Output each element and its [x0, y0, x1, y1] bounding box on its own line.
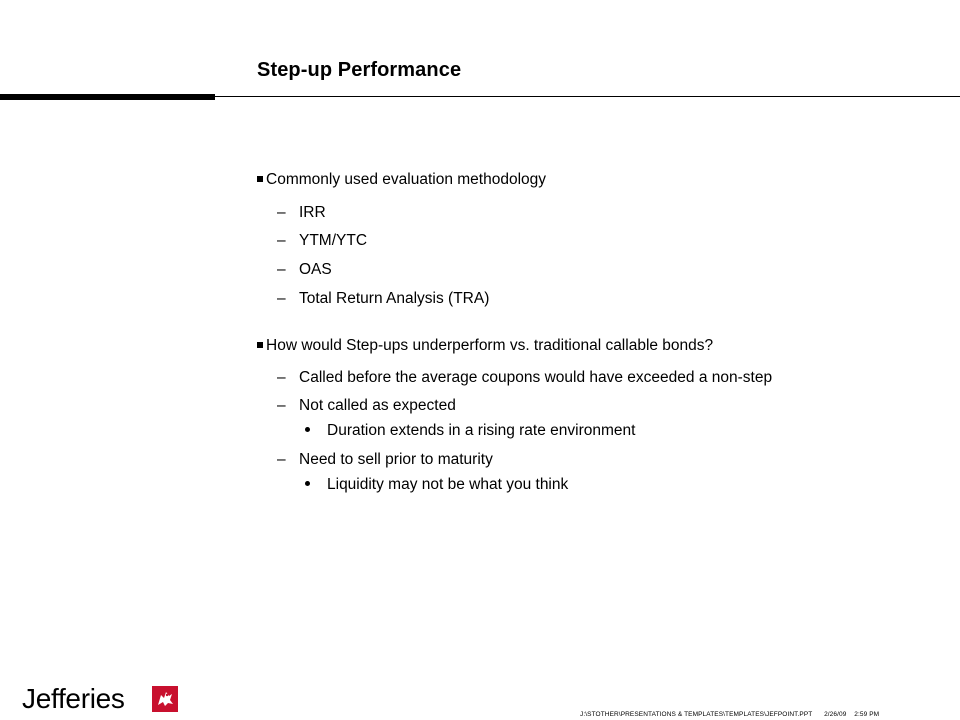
- title-rule-thin: [215, 96, 960, 97]
- footer-date: 2/26/09: [824, 711, 847, 718]
- jefferies-lion-icon: [152, 686, 178, 712]
- bullet-underperform-question: How would Step-ups underperform vs. traditional callable bonds?: [257, 337, 713, 355]
- sub-item-oas: – OAS: [277, 261, 332, 278]
- footer-time: 2:59 PM: [854, 711, 880, 718]
- sub-item-need-to-sell: – Need to sell prior to maturity: [277, 451, 493, 468]
- round-bullet-icon: [305, 481, 310, 486]
- footer-file-info: [580, 711, 879, 718]
- dash-bullet: –: [277, 232, 286, 249]
- sub-item-ytm: – YTM/YTC: [277, 232, 368, 249]
- sub-sub-item-duration: Duration extends in a rising rate environment: [305, 422, 635, 440]
- round-bullet-icon: [305, 427, 310, 432]
- dash-bullet: –: [277, 369, 286, 386]
- dash-bullet: –: [277, 451, 286, 468]
- sub-item-irr: – IRR: [277, 204, 326, 221]
- bullet-evaluation-methodology: Commonly used evaluation methodology: [257, 171, 546, 189]
- sub-item-tra: – Total Return Analysis (TRA): [277, 290, 490, 307]
- title-rule-thick: [0, 94, 215, 100]
- square-bullet-icon: [257, 342, 263, 348]
- footer-file-path: J:\STOTHER\PRESENTATIONS & TEMPLATES\TEMPLATES\JEFPOINT.PPT: [580, 711, 813, 718]
- sub-item-called-before: – Called before the average coupons would have exceeded a non-step: [277, 369, 773, 386]
- dash-bullet: –: [277, 397, 286, 414]
- sub-item-not-called: – Not called as expected: [277, 397, 456, 414]
- sub-sub-item-liquidity: Liquidity may not be what you think: [305, 476, 568, 494]
- dash-bullet: –: [277, 204, 286, 221]
- dash-bullet: –: [277, 261, 286, 278]
- slide-title: Step-up Performance: [257, 59, 462, 81]
- dash-bullet: –: [277, 290, 286, 307]
- jefferies-logo-text: Jefferies: [22, 683, 125, 714]
- square-bullet-icon: [257, 176, 263, 182]
